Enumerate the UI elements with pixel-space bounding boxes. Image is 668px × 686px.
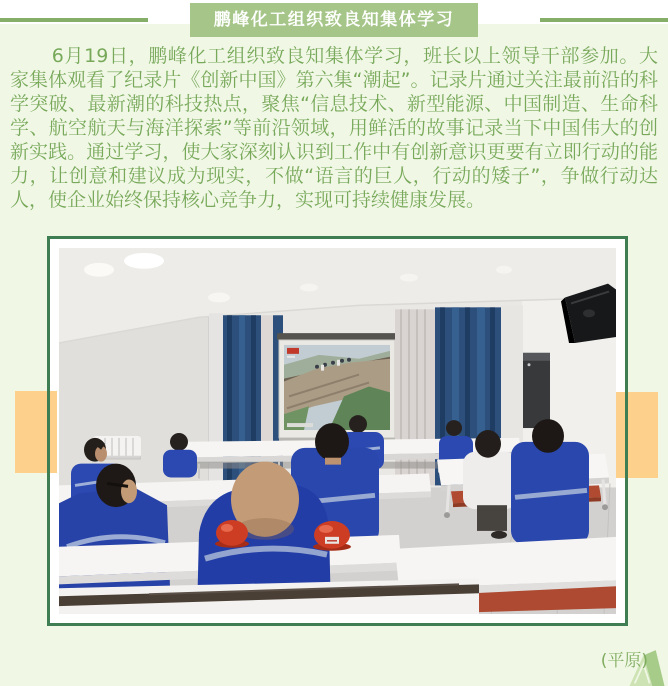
accent-bar-left xyxy=(15,391,57,473)
accent-bar-right xyxy=(616,392,658,478)
header-rule-right xyxy=(540,18,668,22)
tv-logo xyxy=(287,348,299,354)
page-title: 鹏峰化工组织致良知集体学习 xyxy=(190,3,478,37)
article-paragraph: 6月19日，鹏峰化工组织致良知集体学习，班长以上领导干部参加。大家集体观看了纪录片《创新中国》第六集“潮起”。记录片通过关注最前沿的科学突破、最新潮的科技热点，聚焦“信息技术、新型能源、中国制造、生命科学、航空航天与海洋探索”等前沿领域，用鲜活的故事记录当下中国伟大的创新实践。通过学习，使大家深刻认识到工作中有创新意识更要有立即行动的能力，让创意和建议成为现实，不做“语言的巨人，行动的矮子”，争做行动达人，使企业始终保持核心竞争力，实现可持续健康发展。 xyxy=(10,45,658,211)
header-rule-left xyxy=(0,18,148,22)
training-photo-illustration xyxy=(59,248,616,614)
photo-credit: (平原) xyxy=(600,651,648,671)
training-photo xyxy=(59,248,616,614)
